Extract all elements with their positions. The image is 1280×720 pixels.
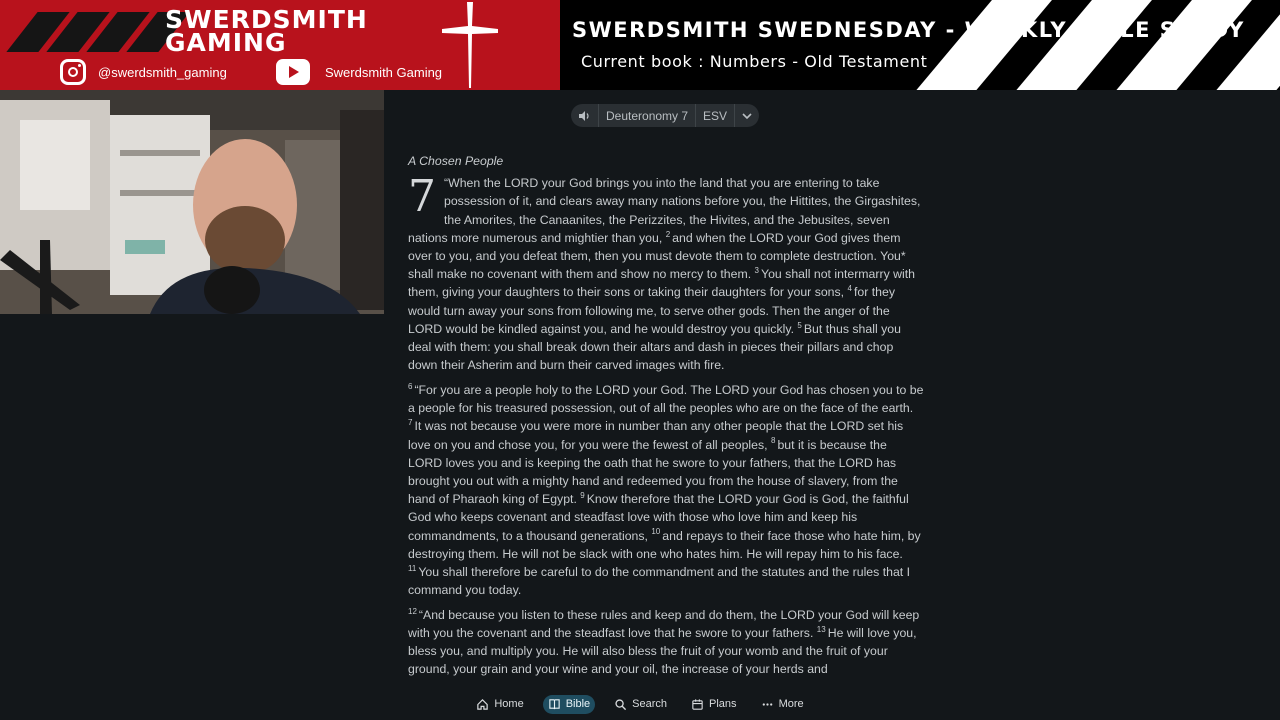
passage-selector[interactable] <box>571 104 759 127</box>
verse-number[interactable]: 9 <box>580 491 585 501</box>
verse-number[interactable]: 5 <box>797 320 802 330</box>
nav-label: Bible <box>565 698 591 710</box>
search-icon <box>614 698 627 711</box>
book-icon <box>548 698 561 711</box>
youtube-link[interactable] <box>276 58 442 86</box>
version-button[interactable]: ESV <box>696 104 735 127</box>
webcam-feed <box>0 90 384 314</box>
verse-number[interactable]: 3 <box>754 266 759 276</box>
verse-text[interactable]: “When the LORD your God brings you into the land that you are entering to take possession of it, and clears away many nations before you, the Hittites, the Girgashites, the Amorites, the Canaanites, the Perizzites, the Hivites, and the Jebusites, seven nations more numerous and mightier than you, <box>408 176 921 245</box>
brand-logo-text <box>165 5 368 57</box>
verse-text[interactable]: But thus shall you deal with them: you shall break down their altars and dash in pieces their pillars and chop down their Asherim and burn their carved images with fire. <box>408 321 901 373</box>
overlay-banner-right <box>560 0 1280 90</box>
audio-button[interactable] <box>571 104 599 127</box>
passage-paragraph <box>408 381 924 599</box>
brand-line-2: GAMING <box>165 28 287 57</box>
youtube-channel-name: Swerdsmith Gaming <box>325 64 443 80</box>
nav-label: Home <box>494 698 524 710</box>
verse-text[interactable]: “For you are a people holy to the LORD your God. The LORD your God has chosen you to be a people for his treasured possession, out of all the peoples who are on the face of the earth. <box>408 382 924 416</box>
verse-number[interactable]: 11 <box>408 563 417 573</box>
verse-text[interactable]: and repays to their face those who hate him, by destroying them. He will not be slack with one who hates him. He will repay him to his face. <box>408 528 921 561</box>
nav-plans[interactable] <box>686 695 742 714</box>
webcam-image <box>0 90 384 314</box>
overlay-banner-left <box>0 0 560 90</box>
section-heading: A Chosen People <box>408 154 504 168</box>
nav-home[interactable] <box>471 695 528 714</box>
passage-text <box>408 152 924 685</box>
verse-number[interactable]: 12 <box>408 606 417 616</box>
verse-text[interactable]: and when the LORD your God gives them over to you, and you defeat them, then you must devote them to complete destruction. You* shall make no covenant with them and show no mercy to them. <box>408 230 906 282</box>
instagram-icon <box>60 59 86 85</box>
verse-number[interactable]: 8 <box>770 436 776 446</box>
brand-line-1: SWERDSMITH <box>165 5 368 34</box>
reference-button[interactable]: Deuteronomy 7 <box>599 104 696 127</box>
stream-subtitle: Current book : Numbers - Old Testament <box>581 52 928 71</box>
verse-text[interactable]: for they would turn away your sons from following me, to serve other gods. Then the anger of the LORD would be kindled against you, and he would destroy you quickly. <box>408 285 895 336</box>
nav-label: Search <box>632 698 668 710</box>
chevron-down-icon <box>742 112 752 120</box>
nav-label: Plans <box>709 698 737 710</box>
verse-text[interactable]: Know therefore that the LORD your God is God, the faithful God who keeps covenant and steadfast love with those who love him and keep his commandments, to a thousand generations, <box>408 492 909 543</box>
home-icon <box>476 698 489 711</box>
verse-text[interactable]: You shall not intermarry with them, giving your daughters to their sons or taking their daughters for your sons, <box>408 267 916 300</box>
verse-text[interactable]: “And because you listen to these rules and keep and do them, the LORD your God will keep with you the covenant and the steadfast love that he swore to your fathers. <box>408 607 920 641</box>
youtube-icon <box>276 59 310 85</box>
stream-title: SWERDSMITH SWEDNESDAY - WEEKLY BIBLE STUDY <box>572 18 1245 42</box>
cross-icon <box>440 0 500 90</box>
verse-number[interactable]: 13 <box>816 624 826 634</box>
verse-text[interactable]: He will love you, bless you, and multiply you. He will also bless the fruit of your womb and the fruit of your ground, your grain and your wine and your oil, the increase of your herds and <box>408 626 917 677</box>
verse-number[interactable]: 2 <box>665 229 671 239</box>
verse-number[interactable]: 6 <box>408 381 413 391</box>
verse-text[interactable]: It was not because you were more in number than any other people that the LORD set his love on you and chose you, for you were the fewest of all peoples, <box>408 419 904 452</box>
verse-number[interactable]: 10 <box>651 527 661 537</box>
verse-number[interactable]: 4 <box>847 284 852 294</box>
chapter-number: 7 <box>408 171 436 223</box>
verse-text[interactable]: You shall therefore be careful to do the commandment and the statutes and the rules that I command you today. <box>408 564 911 598</box>
bottom-navigation <box>0 688 1280 720</box>
nav-label: More <box>778 698 804 710</box>
speaker-icon <box>578 110 591 122</box>
instagram-handle: @swerdsmith_gaming <box>98 64 227 80</box>
verse-text[interactable]: but it is because the LORD loves you and is keeping the oath that he swore to your fathers, that the LORD has brought you out with a mighty hand and redeemed you from the house of slavery, from the hand of Pharaoh king of Egypt. <box>408 437 898 507</box>
nav-bible[interactable] <box>543 695 595 714</box>
calendar-icon <box>691 698 704 711</box>
nav-more[interactable] <box>756 695 809 714</box>
verse-number[interactable]: 7 <box>408 418 413 428</box>
passage-paragraph <box>408 606 924 679</box>
passage-paragraph <box>408 171 924 374</box>
ellipsis-icon <box>761 698 774 711</box>
passage-dropdown[interactable] <box>735 104 759 127</box>
instagram-link[interactable] <box>60 58 227 86</box>
nav-search[interactable] <box>609 695 672 714</box>
